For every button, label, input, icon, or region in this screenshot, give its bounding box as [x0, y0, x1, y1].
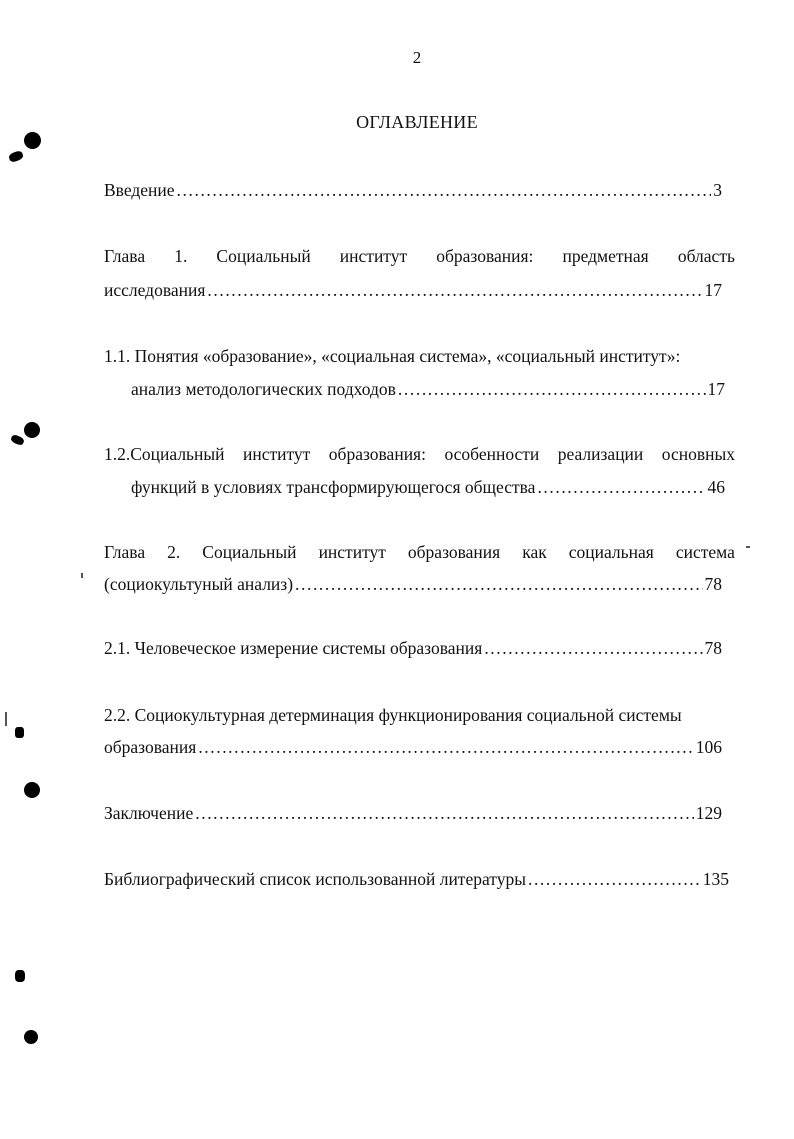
word: Глава — [104, 542, 146, 562]
dot-leader — [198, 737, 693, 757]
smudge-3 — [15, 727, 24, 738]
toc-entry-chapter-2-line-2[interactable] — [104, 574, 722, 594]
word: образования: — [328, 444, 426, 464]
dot-leader — [207, 280, 702, 300]
toc-entry-page: 135 — [702, 869, 729, 889]
dot-leader — [177, 180, 712, 200]
toc-entry-section-2-2-line-1[interactable]: 2.2. Социокультурная детерминация функционирования социальной системы — [104, 705, 682, 725]
toc-entry-section-1-1-line-2[interactable] — [131, 379, 725, 399]
punch-hole-1 — [24, 132, 41, 149]
speck-1 — [5, 712, 7, 726]
speck-3 — [81, 573, 83, 578]
toc-entry-page: 78 — [704, 638, 722, 658]
smudge-1 — [8, 150, 24, 163]
dot-leader — [537, 477, 705, 497]
word: область — [677, 246, 735, 266]
toc-entry-page: 17 — [704, 280, 722, 300]
dot-leader — [398, 379, 706, 399]
punch-hole-4 — [24, 1030, 38, 1044]
toc-entry-introduction[interactable] — [104, 180, 722, 200]
word: институт — [243, 444, 311, 464]
toc-entry-title: Библиографический список использованной литературы — [104, 869, 526, 889]
word: образования — [407, 542, 501, 562]
toc-entry-section-2-2-line-2[interactable] — [104, 737, 722, 757]
toc-entry-title: функций в условиях трансформирующегося общества — [131, 477, 536, 497]
toc-entry-page: 3 — [713, 180, 722, 200]
word: Глава — [104, 246, 146, 266]
page-number: 2 — [412, 48, 422, 67]
toc-entry-page: 46 — [707, 477, 725, 497]
word: 2. — [167, 542, 181, 562]
smudge-4 — [15, 970, 25, 982]
toc-entry-conclusion[interactable] — [104, 803, 722, 823]
toc-entry-section-1-2-line-1[interactable] — [104, 444, 735, 464]
word: предметная — [562, 246, 649, 266]
toc-entry-title: анализ методологических подходов — [131, 379, 396, 399]
toc-entry-title: (социокультуный анализ) — [104, 574, 294, 594]
toc-entry-page: 78 — [704, 574, 722, 594]
toc-entry-section-1-1-line-1[interactable]: 1.1. Понятия «образование», «социальная система», «социальный институт»: — [104, 346, 681, 366]
word: система — [675, 542, 735, 562]
toc-entry-bibliography[interactable] — [104, 869, 729, 889]
smudge-2 — [10, 434, 25, 447]
word: институт — [318, 542, 386, 562]
dot-leader — [528, 869, 701, 889]
word: Социальный — [216, 246, 311, 266]
page-title: ОГЛАВЛЕНИЕ — [356, 112, 478, 132]
word: социальная — [568, 542, 654, 562]
dot-leader — [195, 803, 694, 823]
toc-entry-title: исследования — [104, 280, 206, 300]
word: Социальный — [202, 542, 297, 562]
toc-entry-section-2-1[interactable] — [104, 638, 722, 658]
toc-entry-chapter-1-line-1[interactable] — [104, 246, 735, 266]
toc-entry-title: 2.1. Человеческое измерение системы образования — [104, 638, 483, 658]
dot-leader — [484, 638, 702, 658]
toc-entry-chapter-2-line-1[interactable] — [104, 542, 735, 562]
word: 1.2.Социальный — [104, 444, 225, 464]
word: институт — [339, 246, 408, 266]
word: как — [522, 542, 547, 562]
toc-entry-section-1-2-line-2[interactable] — [131, 477, 725, 497]
toc-entry-title: образования — [104, 737, 197, 757]
toc-entry-chapter-1-line-2[interactable] — [104, 280, 722, 300]
toc-entry-page: 106 — [695, 737, 722, 757]
word: 1. — [174, 246, 188, 266]
speck-2 — [746, 546, 750, 548]
punch-hole-2 — [24, 422, 40, 438]
toc-entry-page: 17 — [707, 379, 725, 399]
toc-entry-title: Заключение — [104, 803, 194, 823]
dot-leader — [295, 574, 702, 594]
toc-entry-page: 129 — [695, 803, 722, 823]
word: реализации — [557, 444, 644, 464]
word: основных — [661, 444, 735, 464]
word: образования: — [436, 246, 534, 266]
toc-entry-title: Введение — [104, 180, 175, 200]
punch-hole-3 — [24, 782, 40, 798]
word: особенности — [444, 444, 540, 464]
